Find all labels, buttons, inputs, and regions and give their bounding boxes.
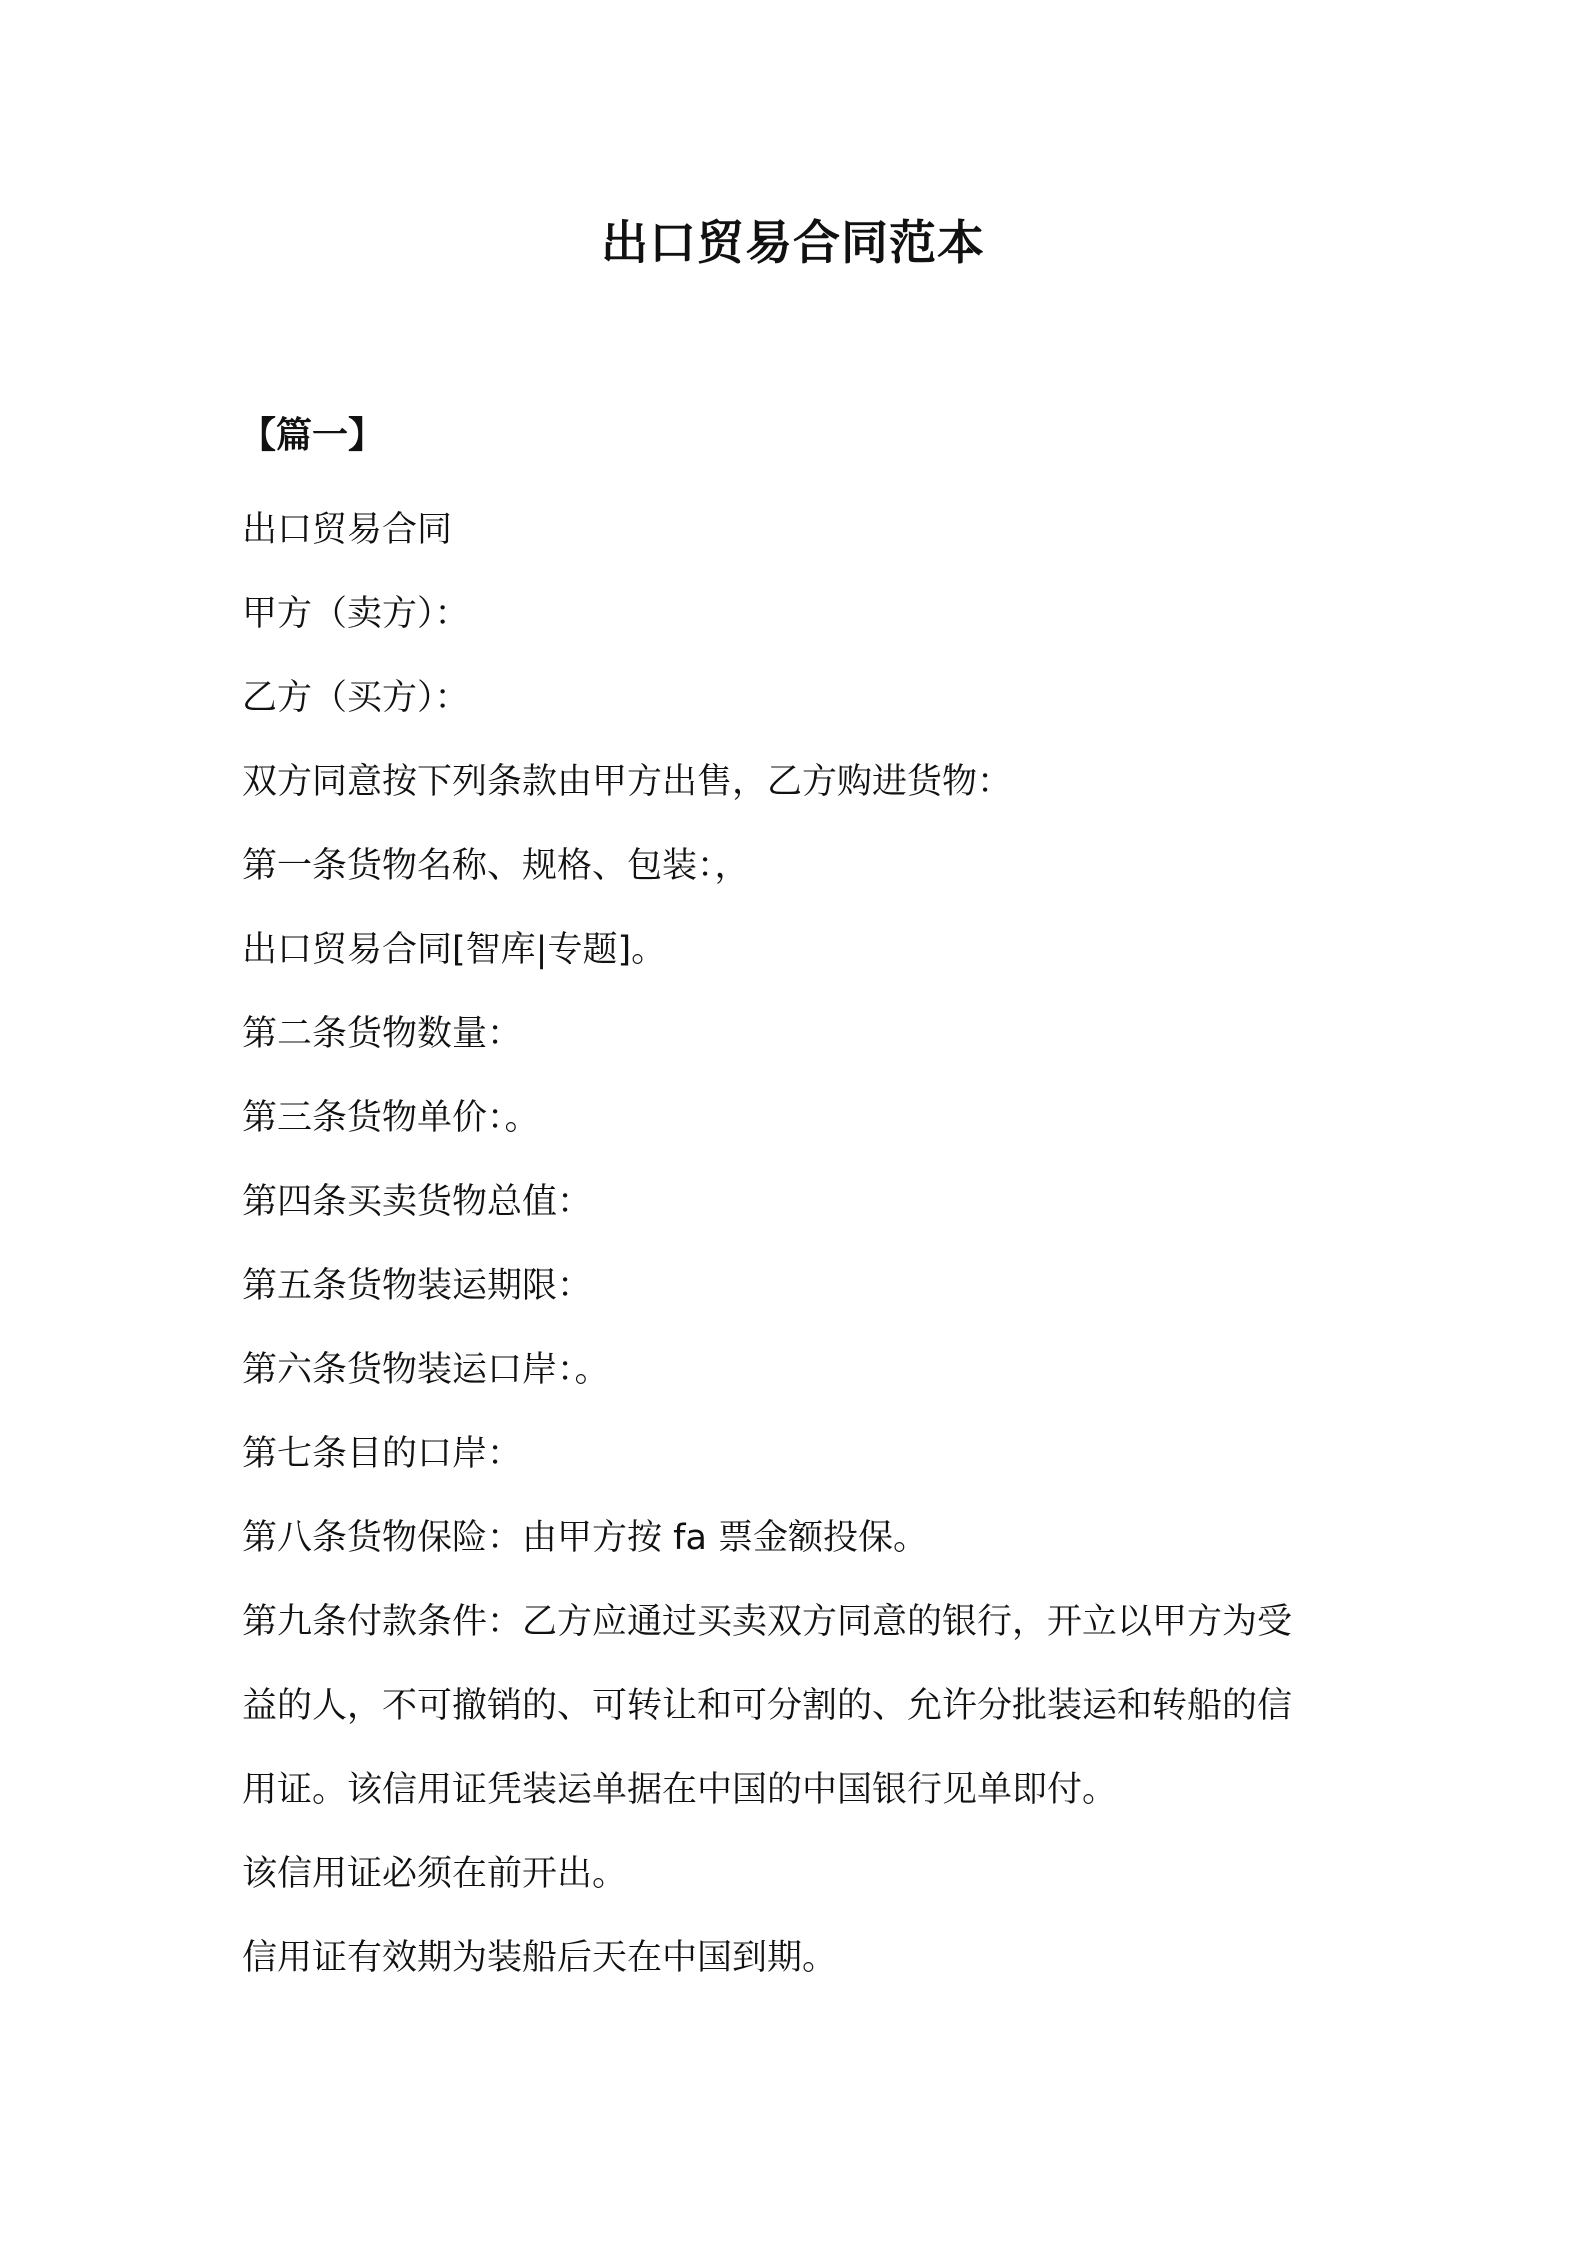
party-b-line: 乙方（买方）： <box>242 678 470 718</box>
article-6-line: 第六条货物装运口岸：。 <box>242 1350 610 1390</box>
article-2-line: 第二条货物数量： <box>242 1014 523 1054</box>
article-9-continued-line: 益的人，不可撤销的、可转让和可分割的、允许分批装运和转船的信 <box>242 1686 1293 1726</box>
document-title: 出口贸易合同范本 <box>601 216 985 271</box>
section-heading: 【篇一】 <box>240 415 385 456</box>
article-3-line: 第三条货物单价：。 <box>242 1098 540 1138</box>
article-4-line: 第四条买卖货物总值： <box>242 1182 593 1222</box>
article-5-line: 第五条货物装运期限： <box>242 1266 593 1306</box>
article-1-line: 第一条货物名称、规格、包装：， <box>242 846 750 886</box>
party-a-line: 甲方（卖方）： <box>242 594 470 634</box>
text-line: 出口贸易合同[智库|专题]。 <box>242 930 667 970</box>
agreement-intro-line: 双方同意按下列条款由甲方出售，乙方购进货物： <box>242 762 1013 802</box>
article-9-line: 第九条付款条件：乙方应通过买卖双方同意的银行，开立以甲方为受 <box>242 1602 1293 1642</box>
credit-issue-line: 该信用证必须在前开出。 <box>242 1854 628 1894</box>
contract-name-line: 出口贸易合同 <box>242 510 453 550</box>
credit-validity-line: 信用证有效期为装船后天在中国到期。 <box>242 1938 838 1978</box>
article-9-continued-line: 用证。该信用证凭装运单据在中国的中国银行见单即付。 <box>242 1770 1118 1810</box>
article-8-line: 第八条货物保险：由甲方按 fa 票金额投保。 <box>242 1518 929 1558</box>
contract-body <box>242 488 1362 2000</box>
article-7-line: 第七条目的口岸： <box>242 1434 523 1474</box>
